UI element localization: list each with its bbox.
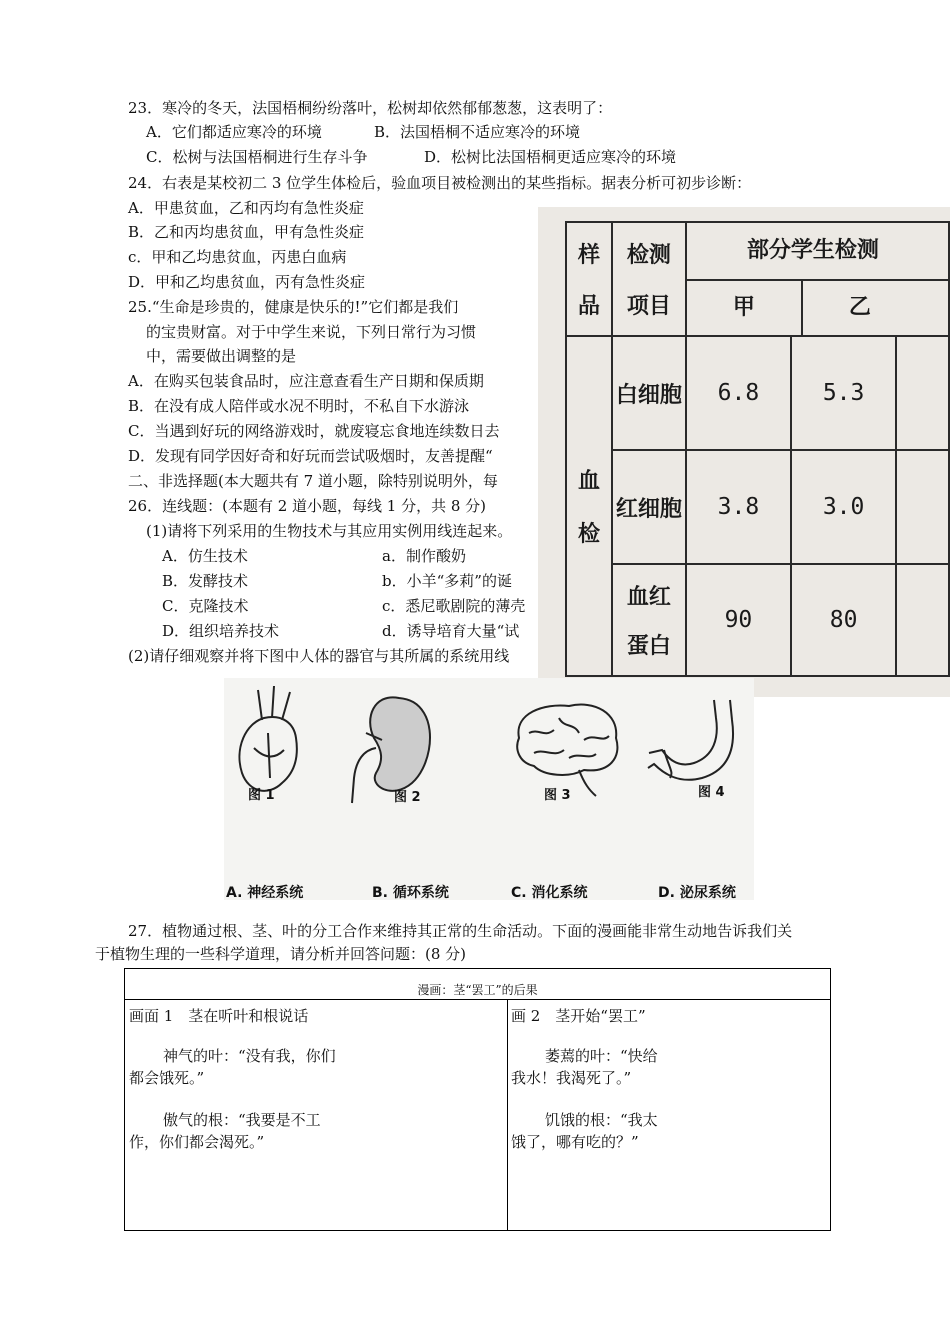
q25-option-b: B．在没有成人陪伴或水况不明时，不私自下水游泳 [128, 397, 470, 415]
cartoon-divider [507, 999, 508, 1231]
figure-2-label: 图 2 [394, 790, 421, 805]
figure-3-label: 图 3 [544, 788, 571, 803]
section-2-heading: 二、非选择题(本大题共有 7 道小题，除特别说明外，每 [128, 472, 498, 490]
q25-option-a: A．在购买包装食品时，应注意查看生产日期和保质期 [128, 372, 484, 390]
panel-1-leaf-line1: 神气的叶：“没有我，你们 [163, 1047, 336, 1065]
q26-right-b: b．小羊“多莉”的诞 [382, 572, 512, 590]
header-item-2: 项目 [626, 294, 671, 319]
cartoon-table [124, 968, 831, 1231]
brain-icon [517, 705, 617, 796]
system-c: C. 消化系统 [511, 885, 588, 901]
q26-right-c: c．悉尼歌剧院的薄壳 [382, 597, 526, 615]
panel-2-leaf-line2: 我水！我渴死了。” [511, 1069, 632, 1087]
row-wbc-jia: 6.8 [686, 336, 791, 450]
panel-2-leaf-line1: 萎蔫的叶：“快给 [545, 1047, 658, 1065]
side-label-1: 血 [578, 469, 601, 494]
row-rbc-jia: 3.8 [686, 450, 791, 564]
row-wbc-cut [896, 336, 949, 450]
side-label-2: 检 [578, 522, 601, 547]
q26-part2: (2)请仔细观察并将下图中人体的器官与其所属的系统用线 [128, 647, 510, 665]
row-hb-yi: 80 [791, 564, 896, 676]
q25-stem-line3: 中，需要做出调整的是 [146, 347, 297, 365]
header-sample [566, 222, 612, 336]
row-hb-jia: 90 [686, 564, 791, 676]
q26-stem: 26．连线题：(本题有 2 道小题，每线 1 分，共 8 分) [128, 497, 487, 515]
q26-left-a: A．仿生技术 [162, 547, 248, 565]
q25-option-d: D．发现有同学因好奇和好玩而尝试吸烟时，友善提醒“ [128, 447, 493, 465]
panel-1-root-line2: 作，你们都会渴死。” [129, 1133, 265, 1151]
panel-1-heading: 画面 1 茎在听叶和根说话 [129, 1007, 309, 1025]
heart-icon [239, 686, 296, 791]
panel-2-heading: 画 2 茎开始“罢工” [511, 1007, 646, 1025]
q27-line1: 27．植物通过根、茎、叶的分工合作来维持其正常的生命活动。下面的漫画能非常生动地告诉我们关 [128, 922, 793, 940]
q24-option-d: D．甲和乙均患贫血，丙有急性炎症 [128, 273, 366, 291]
row-hb-label-1: 血红 [626, 585, 671, 610]
panel-2-root-line1: 饥饿的根：“我太 [545, 1111, 658, 1129]
q26-part1: (1)请将下列采用的生物技术与其应用实例用线连起来。 [146, 522, 513, 540]
row-rbc-label: 红细胞 [612, 450, 686, 564]
panel-1-root-line1: 傲气的根：“我要是不工 [163, 1111, 321, 1129]
q25-option-c: C．当遇到好玩的网络游戏时，就废寝忘食地连续数日去 [128, 422, 500, 440]
organ-drawings [224, 678, 754, 900]
q25-stem-line1: 25.“生命是珍贵的，健康是快乐的!”它们都是我们 [128, 298, 459, 316]
q23-option-d: D．松树比法国梧桐更适应寒冷的环境 [424, 148, 677, 166]
row-rbc-yi: 3.0 [791, 450, 896, 564]
q23-option-b: B．法国梧桐不适应寒冷的环境 [374, 123, 581, 141]
row-hb-label-2: 蛋白 [626, 634, 671, 659]
q23-option-c: C．松树与法国梧桐进行生存斗争 [146, 148, 368, 166]
header-sample-2: 品 [578, 294, 601, 319]
system-b: B. 循环系统 [372, 885, 449, 901]
header-item-1: 检测 [626, 243, 671, 268]
cartoon-title: 漫画：茎“罢工”的后果 [125, 969, 830, 1000]
header-student-jia: 甲 [687, 281, 803, 335]
system-d: D. 泌尿系统 [658, 885, 736, 901]
q27-line2: 于植物生理的一些科学道理，请分析并回答问题：(8 分) [95, 945, 467, 963]
side-label [566, 336, 612, 676]
organ-figure [224, 678, 754, 900]
header-students-group [686, 222, 949, 336]
q23-stem: 23．寒冷的冬天，法国梧桐纷纷落叶，松树却依然郁郁葱葱，这表明了： [128, 99, 613, 117]
header-group-label: 部分学生检测 [687, 223, 948, 281]
q26-right-a: a．制作酸奶 [382, 547, 466, 565]
q24-option-c: c．甲和乙均患贫血，丙患白血病 [128, 248, 347, 266]
q26-left-d: D．组织培养技术 [162, 622, 280, 640]
panel-1-leaf-line2: 都会饿死。” [129, 1069, 205, 1087]
q23-option-a: A．它们都适应寒冷的环境 [146, 123, 322, 141]
q24-option-a: A．甲患贫血，乙和丙均有急性炎症 [128, 199, 364, 217]
panel-2-root-line2: 饿了，哪有吃的？” [511, 1133, 639, 1151]
header-item [612, 222, 686, 336]
q26-left-b: B．发酵技术 [162, 572, 249, 590]
stomach-icon [648, 700, 733, 780]
row-rbc-cut [896, 450, 949, 564]
q24-stem: 24．右表是某校初二 3 位学生体检后，验血项目被检测出的某些指标。据表分析可初步诊断： [128, 174, 752, 192]
header-student-yi: 乙 [848, 295, 871, 320]
figure-1-label: 图 1 [248, 788, 275, 803]
figure-4-label: 图 4 [698, 785, 725, 800]
system-a: A. 神经系统 [226, 885, 304, 901]
row-wbc-yi: 5.3 [791, 336, 896, 450]
row-wbc-label: 白细胞 [612, 336, 686, 450]
header-sample-1: 样 [578, 243, 601, 268]
row-hb-cut [896, 564, 949, 676]
q26-right-d: d．诱导培育大量“试 [382, 622, 520, 640]
row-hb-label [612, 564, 686, 676]
q26-left-c: C．克隆技术 [162, 597, 249, 615]
blood-test-table [538, 207, 950, 697]
q25-stem-line2: 的宝贵财富。对于中学生来说，下列日常行为习惯 [146, 323, 477, 341]
q24-option-b: B．乙和丙均患贫血，甲有急性炎症 [128, 223, 365, 241]
